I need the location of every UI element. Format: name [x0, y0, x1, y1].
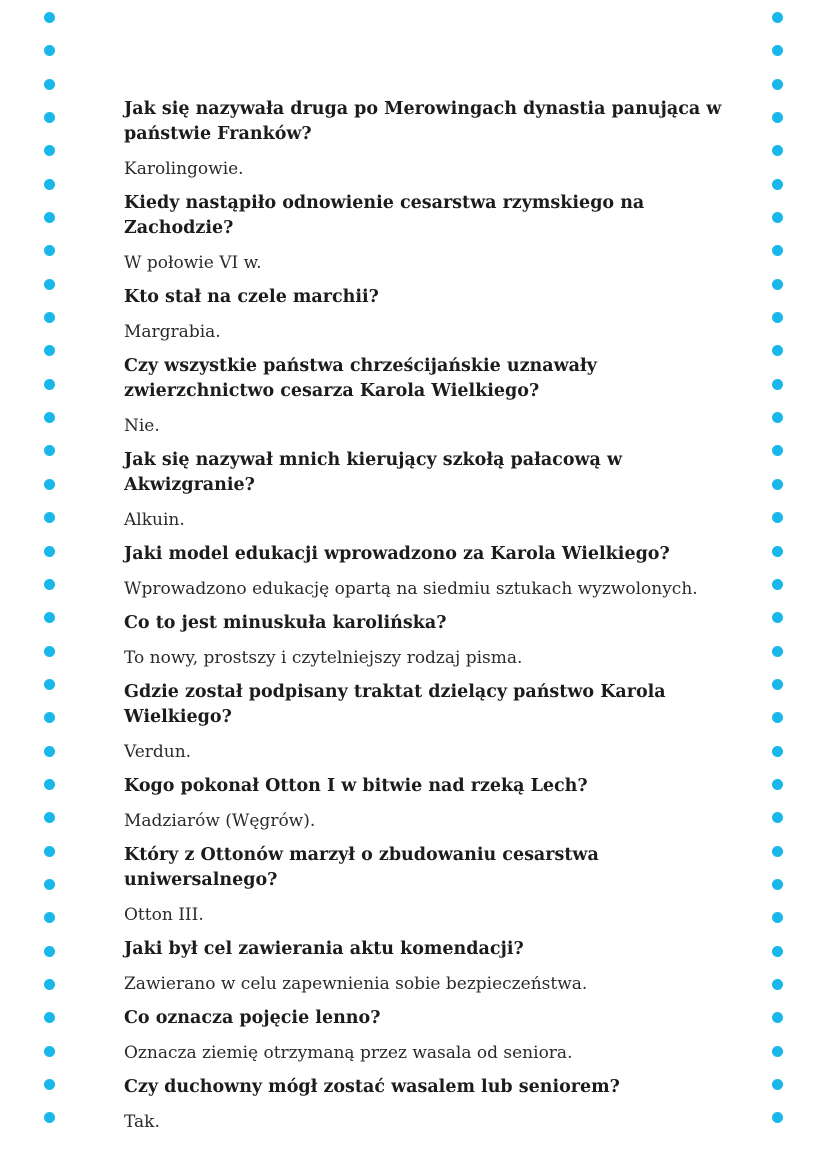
- qa-item: [124, 680, 724, 764]
- border-dot: [44, 946, 55, 957]
- border-dot: [772, 379, 783, 390]
- border-dot: [44, 1112, 55, 1123]
- qa-item: [124, 285, 724, 344]
- left-dot-border: [44, 12, 56, 1123]
- border-dot: [44, 179, 55, 190]
- border-dot: [44, 145, 55, 156]
- answer-text: Otton III.: [124, 905, 204, 925]
- answer-text: Madziarów (Węgrów).: [124, 811, 316, 831]
- border-dot: [772, 879, 783, 890]
- qa-item: [124, 843, 724, 927]
- border-dot: [44, 445, 55, 456]
- border-dot: [772, 579, 783, 590]
- border-dot: [772, 245, 783, 256]
- border-dot: [44, 245, 55, 256]
- qa-item: [124, 937, 724, 996]
- border-dot: [44, 846, 55, 857]
- border-dot: [772, 1012, 783, 1023]
- question-text: Co oznacza pojęcie lenno?: [124, 1008, 381, 1028]
- question-text: Kto stał na czele marchii?: [124, 287, 379, 307]
- border-dot: [44, 579, 55, 590]
- border-dot: [44, 779, 55, 790]
- border-dot: [772, 1079, 783, 1090]
- border-dot: [44, 1046, 55, 1057]
- qa-item: [124, 191, 724, 275]
- border-dot: [772, 279, 783, 290]
- question-text: Gdzie został podpisany traktat dzielący państwo Karola Wielkiego?: [124, 682, 666, 727]
- qa-item: [124, 97, 724, 181]
- answer-text: Nie.: [124, 416, 160, 436]
- border-dot: [44, 646, 55, 657]
- qa-item: [124, 1075, 724, 1134]
- border-dot: [44, 412, 55, 423]
- border-dot: [772, 779, 783, 790]
- answer-text: Verdun.: [124, 742, 192, 762]
- border-dot: [772, 979, 783, 990]
- border-dot: [44, 812, 55, 823]
- border-dot: [44, 879, 55, 890]
- qa-item: [124, 774, 724, 833]
- answer-text: Wprowadzono edukację opartą na siedmiu sztukach wyzwolonych.: [124, 579, 698, 599]
- border-dot: [44, 912, 55, 923]
- qa-item: [124, 448, 724, 532]
- border-dot: [44, 45, 55, 56]
- border-dot: [772, 646, 783, 657]
- question-text: Kogo pokonał Otton I w bitwie nad rzeką Lech?: [124, 776, 588, 796]
- border-dot: [44, 1012, 55, 1023]
- border-dot: [772, 45, 783, 56]
- border-dot: [44, 546, 55, 557]
- border-dot: [44, 312, 55, 323]
- border-dot: [772, 812, 783, 823]
- answer-text: To nowy, prostszy i czytelniejszy rodzaj pisma.: [124, 648, 523, 668]
- border-dot: [44, 79, 55, 90]
- question-text: Jaki był cel zawierania aktu komendacji?: [124, 939, 524, 959]
- border-dot: [772, 512, 783, 523]
- border-dot: [772, 846, 783, 857]
- border-dot: [44, 979, 55, 990]
- border-dot: [44, 212, 55, 223]
- border-dot: [772, 746, 783, 757]
- border-dot: [772, 412, 783, 423]
- border-dot: [44, 479, 55, 490]
- border-dot: [772, 179, 783, 190]
- question-text: Jaki model edukacji wprowadzono za Karola Wielkiego?: [124, 544, 670, 564]
- border-dot: [772, 112, 783, 123]
- answer-text: Oznacza ziemię otrzymaną przez wasala od seniora.: [124, 1043, 573, 1063]
- border-dot: [772, 312, 783, 323]
- border-dot: [44, 612, 55, 623]
- border-dot: [772, 145, 783, 156]
- border-dot: [772, 946, 783, 957]
- qa-list: [124, 97, 724, 1144]
- qa-item: [124, 542, 724, 601]
- border-dot: [44, 712, 55, 723]
- border-dot: [772, 1112, 783, 1123]
- question-text: Czy wszystkie państwa chrześcijańskie uznawały zwierzchnictwo cesarza Karola Wielkiego?: [124, 356, 597, 401]
- border-dot: [772, 479, 783, 490]
- border-dot: [44, 679, 55, 690]
- border-dot: [44, 512, 55, 523]
- border-dot: [772, 612, 783, 623]
- border-dot: [772, 912, 783, 923]
- answer-text: Margrabia.: [124, 322, 221, 342]
- border-dot: [772, 12, 783, 23]
- border-dot: [772, 79, 783, 90]
- border-dot: [772, 1046, 783, 1057]
- answer-text: Karolingowie.: [124, 159, 244, 179]
- answer-text: Alkuin.: [124, 510, 185, 530]
- qa-item: [124, 1006, 724, 1065]
- border-dot: [772, 445, 783, 456]
- border-dot: [44, 1079, 55, 1090]
- answer-text: W połowie VI w.: [124, 253, 262, 273]
- question-text: Jak się nazywał mnich kierujący szkołą pałacową w Akwizgranie?: [124, 450, 623, 495]
- border-dot: [44, 279, 55, 290]
- answer-text: Zawierano w celu zapewnienia sobie bezpieczeństwa.: [124, 974, 588, 994]
- question-text: Czy duchowny mógł zostać wasalem lub seniorem?: [124, 1077, 620, 1097]
- question-text: Co to jest minuskuła karolińska?: [124, 613, 447, 633]
- question-text: Który z Ottonów marzył o zbudowaniu cesarstwa uniwersalnego?: [124, 845, 599, 890]
- qa-item: [124, 611, 724, 670]
- border-dot: [44, 12, 55, 23]
- right-dot-border: [772, 12, 784, 1123]
- question-text: Kiedy nastąpiło odnowienie cesarstwa rzymskiego na Zachodzie?: [124, 193, 645, 238]
- answer-text: Tak.: [124, 1112, 160, 1132]
- border-dot: [44, 379, 55, 390]
- border-dot: [44, 345, 55, 356]
- border-dot: [772, 345, 783, 356]
- border-dot: [772, 212, 783, 223]
- border-dot: [772, 712, 783, 723]
- border-dot: [44, 112, 55, 123]
- qa-item: [124, 354, 724, 438]
- question-text: Jak się nazywała druga po Merowingach dynastia panująca w państwie Franków?: [124, 99, 722, 144]
- border-dot: [44, 746, 55, 757]
- border-dot: [772, 679, 783, 690]
- border-dot: [772, 546, 783, 557]
